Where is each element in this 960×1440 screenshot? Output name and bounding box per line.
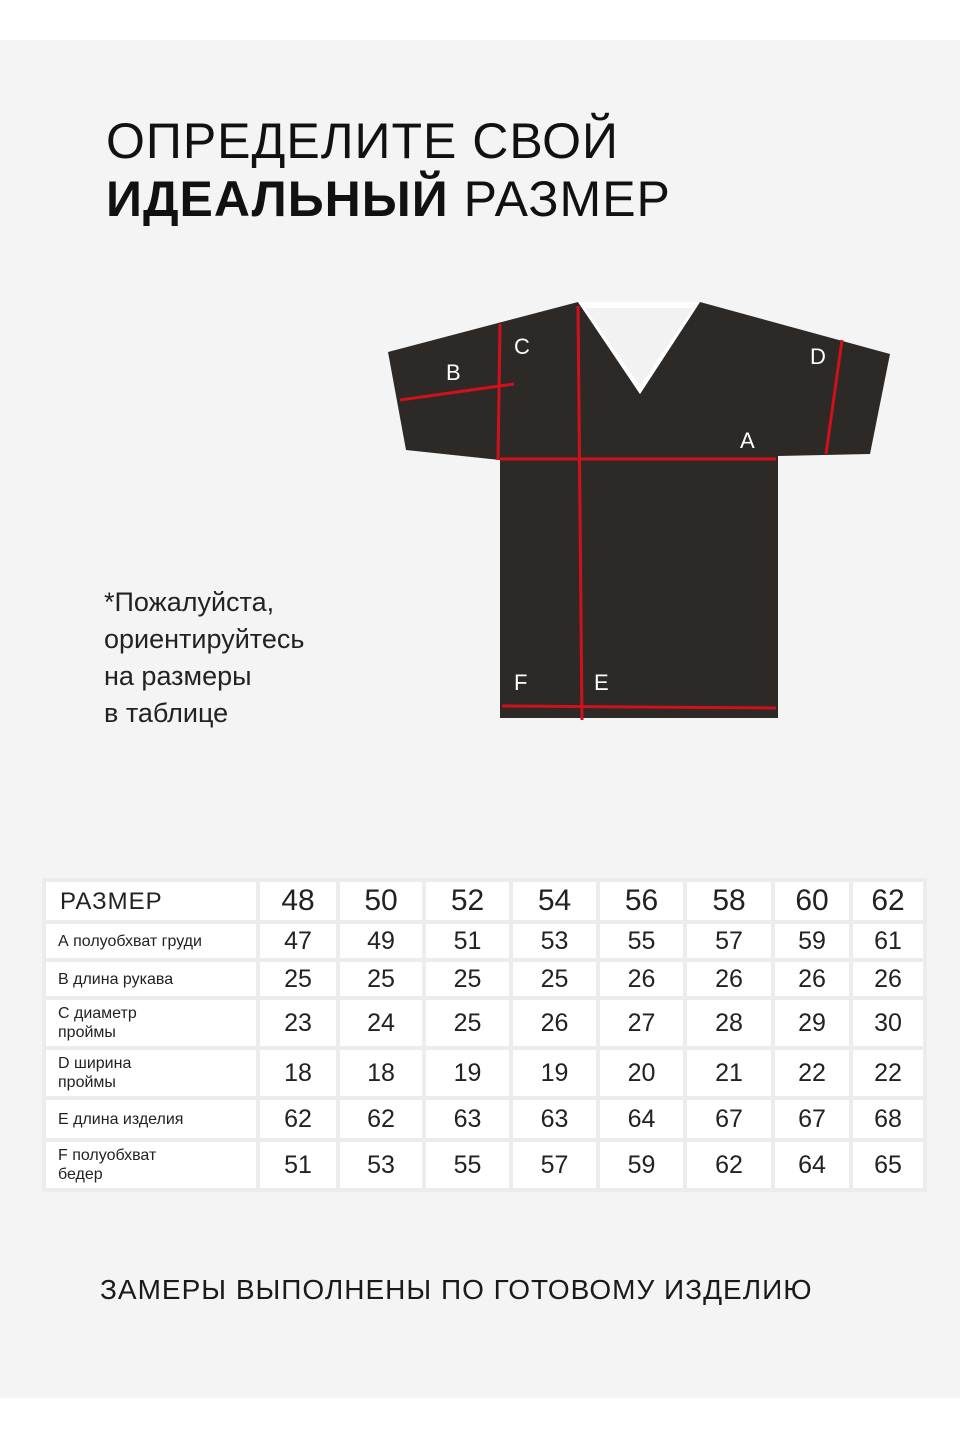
table-cell: 18 xyxy=(340,1050,422,1096)
table-cell: 21 xyxy=(687,1050,771,1096)
table-cell: 63 xyxy=(513,1100,596,1138)
measure-line-f xyxy=(502,706,776,708)
size-cell: 50 xyxy=(340,882,422,920)
table-cell: 28 xyxy=(687,1000,771,1046)
table-cell: 57 xyxy=(687,924,771,958)
table-cell: 19 xyxy=(513,1050,596,1096)
table-cell: 29 xyxy=(775,1000,849,1046)
label-a: A xyxy=(740,428,755,453)
size-cell: 58 xyxy=(687,882,771,920)
table-cell: 51 xyxy=(426,924,509,958)
table-cell: 53 xyxy=(513,924,596,958)
table-row xyxy=(46,962,923,996)
title-bold-word: ИДЕАЛЬНЫЙ xyxy=(106,171,449,227)
size-cell: 52 xyxy=(426,882,509,920)
title-line-2 xyxy=(106,170,671,228)
table-row xyxy=(46,1050,923,1096)
footer-note: ЗАМЕРЫ ВЫПОЛНЕНЫ ПО ГОТОВОМУ ИЗДЕЛИЮ xyxy=(100,1274,813,1305)
row-label-line-1: Е длина изделия xyxy=(58,1110,184,1128)
size-cell: 54 xyxy=(513,882,596,920)
table-cell: 64 xyxy=(775,1142,849,1188)
label-f: F xyxy=(514,670,528,695)
table-header-row xyxy=(46,882,923,920)
row-label-line-1: А полуобхват груди xyxy=(58,932,202,950)
table-cell: 64 xyxy=(600,1100,683,1138)
table-cell: 49 xyxy=(340,924,422,958)
table-cell: 26 xyxy=(775,962,849,996)
label-c: C xyxy=(514,334,530,359)
table-cell: 55 xyxy=(426,1142,509,1188)
table-cell: 68 xyxy=(853,1100,923,1138)
size-chart-table xyxy=(42,878,927,1192)
table-cell: 51 xyxy=(260,1142,336,1188)
table-cell: 62 xyxy=(687,1142,771,1188)
note-line-4: в таблице xyxy=(104,698,229,728)
tshirt-svg xyxy=(380,296,900,726)
table-cell: 27 xyxy=(600,1000,683,1046)
table-row xyxy=(46,1142,923,1188)
note-line-3: на размеры xyxy=(104,661,252,691)
table-cell: 23 xyxy=(260,1000,336,1046)
table-cell: 26 xyxy=(513,1000,596,1046)
note-line-1: *Пожалуйста, xyxy=(104,587,275,617)
table-cell: 53 xyxy=(340,1142,422,1188)
table-row xyxy=(46,1000,923,1046)
tshirt-measurement-diagram xyxy=(380,296,900,726)
table-cell: 19 xyxy=(426,1050,509,1096)
row-label xyxy=(46,962,256,996)
size-cell: 56 xyxy=(600,882,683,920)
table-cell: 59 xyxy=(775,924,849,958)
table-row xyxy=(46,1100,923,1138)
row-label xyxy=(46,1142,256,1188)
table-cell: 62 xyxy=(260,1100,336,1138)
note-line-2: ориентируйтесь xyxy=(104,624,305,654)
table-cell: 61 xyxy=(853,924,923,958)
label-d: D xyxy=(810,344,826,369)
size-header-label: РАЗМЕР xyxy=(46,882,256,920)
size-note xyxy=(104,584,404,732)
table-cell: 25 xyxy=(260,962,336,996)
table-cell: 63 xyxy=(426,1100,509,1138)
table-cell: 26 xyxy=(687,962,771,996)
title-line-1: ОПРЕДЕЛИТЕ СВОЙ xyxy=(106,113,619,169)
table-cell: 25 xyxy=(340,962,422,996)
table-row xyxy=(46,924,923,958)
table-cell: 62 xyxy=(340,1100,422,1138)
row-label-line-2: бедер xyxy=(58,1166,103,1183)
row-label-line-1: С диаметр xyxy=(58,1005,137,1022)
row-label xyxy=(46,1100,256,1138)
label-b: B xyxy=(446,360,461,385)
row-label xyxy=(46,1050,256,1096)
row-label-line-1: F полуобхват xyxy=(58,1147,157,1164)
title-rest-word: РАЗМЕР xyxy=(463,171,671,227)
table-cell: 25 xyxy=(513,962,596,996)
row-label-line-1: В длина рукава xyxy=(58,970,174,988)
table-cell: 26 xyxy=(853,962,923,996)
row-label-line-2: проймы xyxy=(58,1074,116,1091)
table-cell: 55 xyxy=(600,924,683,958)
table-cell: 47 xyxy=(260,924,336,958)
row-label xyxy=(46,924,256,958)
size-cell: 60 xyxy=(775,882,849,920)
row-label xyxy=(46,1000,256,1046)
size-cell: 62 xyxy=(853,882,923,920)
table-cell: 25 xyxy=(426,962,509,996)
row-label-line-2: проймы xyxy=(58,1024,116,1041)
table-cell: 57 xyxy=(513,1142,596,1188)
table-cell: 65 xyxy=(853,1142,923,1188)
page-title xyxy=(106,112,671,228)
size-cell: 48 xyxy=(260,882,336,920)
label-e: E xyxy=(594,670,609,695)
table-cell: 25 xyxy=(426,1000,509,1046)
table-cell: 67 xyxy=(775,1100,849,1138)
table-cell: 67 xyxy=(687,1100,771,1138)
measure-line-c xyxy=(498,324,500,460)
table-cell: 24 xyxy=(340,1000,422,1046)
table-cell: 59 xyxy=(600,1142,683,1188)
row-label-line-1: D ширина xyxy=(58,1055,132,1072)
table-cell: 26 xyxy=(600,962,683,996)
table-cell: 30 xyxy=(853,1000,923,1046)
table-cell: 22 xyxy=(775,1050,849,1096)
table-cell: 20 xyxy=(600,1050,683,1096)
table-cell: 22 xyxy=(853,1050,923,1096)
table-cell: 18 xyxy=(260,1050,336,1096)
